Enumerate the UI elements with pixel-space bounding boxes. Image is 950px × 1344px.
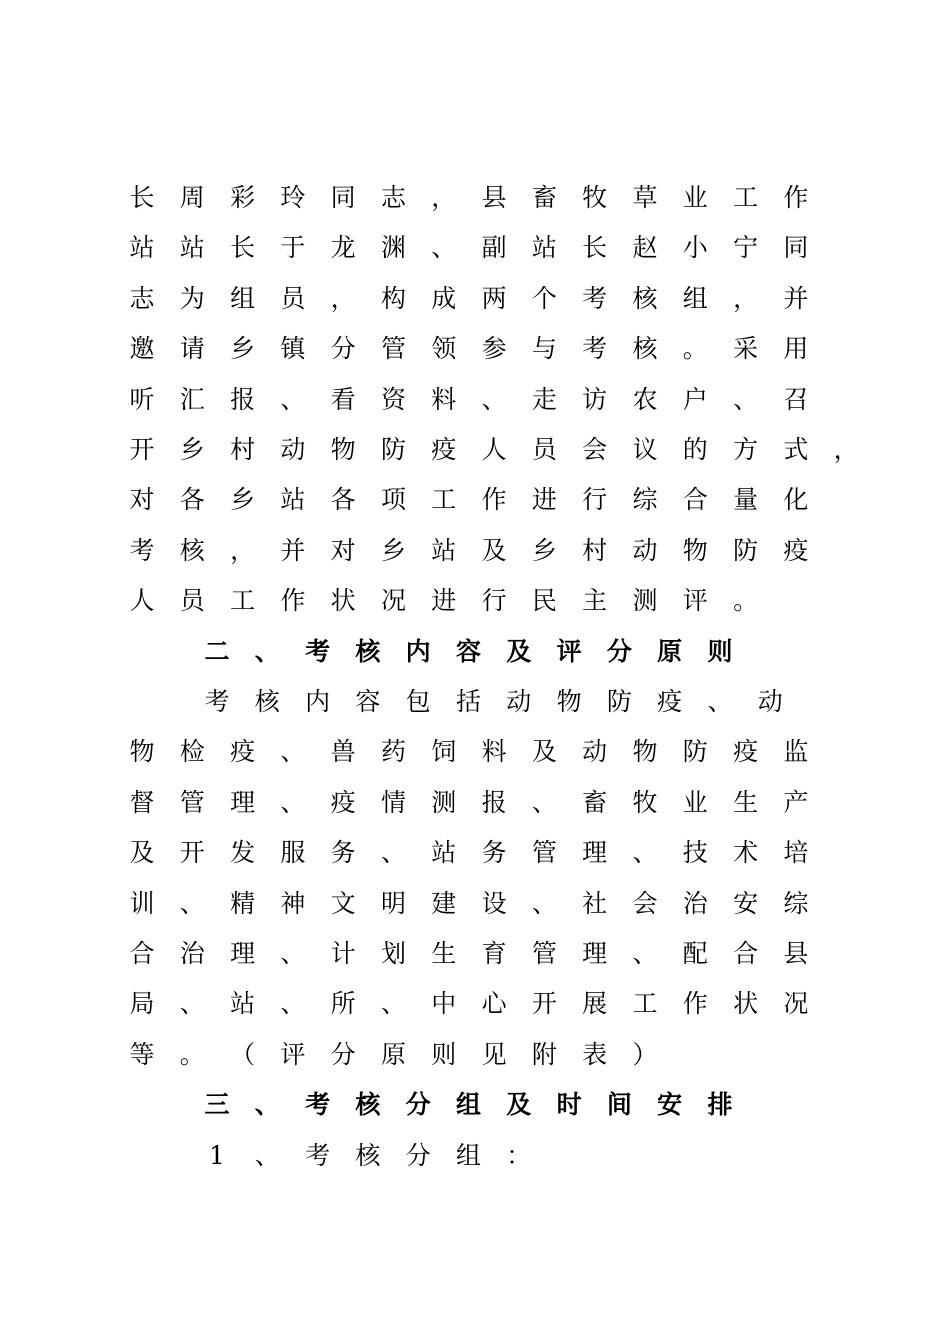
text-char: 表	[582, 1039, 608, 1069]
text-char: 况	[380, 586, 406, 616]
text-char: 项	[380, 485, 406, 515]
text-line	[0, 380, 950, 420]
text-char: 物	[129, 737, 155, 767]
text-char: ）	[632, 1039, 658, 1069]
text-char: 综	[632, 485, 658, 515]
text-char: 则	[707, 636, 733, 666]
text-char: 督	[129, 787, 155, 817]
text-char: 建	[431, 888, 457, 918]
text-char: 、	[481, 384, 507, 414]
text-char: 生	[431, 939, 457, 968]
text-char: 及	[531, 737, 557, 767]
text-char: 开	[129, 435, 155, 464]
text-line	[0, 732, 950, 772]
text-line	[0, 581, 950, 621]
text-char: 访	[582, 384, 608, 414]
text-char: 作	[481, 485, 507, 515]
text-char: 开	[179, 838, 205, 868]
text-char: 报	[481, 787, 507, 817]
text-char: 明	[380, 888, 406, 918]
text-char: 情	[380, 787, 406, 817]
text-char: 邀	[129, 334, 155, 364]
text-char: 两	[481, 283, 507, 313]
text-char: 、	[632, 939, 658, 968]
text-char: 评	[682, 586, 708, 616]
text-char: 站	[129, 233, 155, 263]
text-char: 服	[280, 838, 306, 868]
text-char: 分	[606, 636, 632, 666]
text-char: 农	[632, 384, 658, 414]
text-char: 龙	[330, 233, 356, 263]
text-char: 、	[280, 989, 306, 1019]
text-char: 进	[431, 586, 457, 616]
text-char: 发	[230, 838, 256, 868]
text-char: 及	[129, 838, 155, 868]
text-char: 物	[330, 435, 356, 464]
text-char: 物	[682, 535, 708, 565]
text-char: 药	[380, 737, 406, 767]
text-char: 牧	[582, 183, 608, 212]
text-char: 附	[531, 1039, 557, 1069]
text-line	[0, 430, 950, 470]
text-char: 同	[330, 183, 356, 212]
text-char: 监	[783, 737, 809, 767]
text-char: 分	[330, 334, 356, 364]
text-char: 育	[481, 939, 507, 968]
text-char: 宁	[733, 233, 759, 263]
text-char: 县	[783, 939, 809, 968]
text-char: 周	[179, 183, 205, 212]
text-char: 民	[531, 586, 557, 616]
text-char: 畜	[531, 183, 557, 212]
text-char: 站	[431, 838, 457, 868]
text-char: 内	[305, 687, 331, 716]
text-char: 展	[582, 989, 608, 1019]
text-char: 考	[582, 283, 608, 313]
text-char: 合	[129, 939, 155, 968]
text-char: 神	[280, 888, 306, 918]
text-char: 乡	[179, 435, 205, 464]
text-char: 领	[431, 334, 457, 364]
text-char: 组	[682, 283, 708, 313]
text-char: 志	[129, 283, 155, 313]
text-char: 理	[230, 787, 256, 817]
text-char: 人	[481, 435, 507, 464]
text-char: 及	[506, 636, 532, 666]
text-char: 考	[305, 1140, 331, 1170]
text-char: 资	[380, 384, 406, 414]
text-char: 核	[632, 334, 658, 364]
text-char: 分	[330, 1039, 356, 1069]
text-char: 对	[129, 485, 155, 515]
text-char: 安	[733, 888, 759, 918]
text-char: 及	[481, 535, 507, 565]
text-char: 疫	[330, 787, 356, 817]
text-char: 培	[783, 838, 809, 868]
text-char: 管	[531, 939, 557, 968]
text-char: 料	[431, 384, 457, 414]
text-char: 核	[254, 687, 280, 716]
text-char: 考	[305, 636, 331, 666]
text-char: 治	[682, 888, 708, 918]
text-char: 所	[330, 989, 356, 1019]
text-line	[0, 279, 950, 319]
text-char: 包	[405, 687, 431, 716]
text-char: 核	[355, 1090, 381, 1120]
text-char: 构	[380, 283, 406, 313]
text-char: 乡	[380, 535, 406, 565]
text-char: 管	[531, 838, 557, 868]
text-char: 兽	[330, 737, 356, 767]
text-char: 。	[733, 586, 759, 616]
text-char: 内	[405, 636, 431, 666]
text-char: 召	[783, 384, 809, 414]
text-char: 议	[632, 435, 658, 464]
text-char: 工	[632, 989, 658, 1019]
text-char: 同	[783, 233, 809, 263]
text-char: 长	[129, 183, 155, 212]
text-char: 中	[431, 989, 457, 1019]
text-char: 副	[481, 233, 507, 263]
text-line	[0, 984, 950, 1024]
text-char: ，	[230, 535, 256, 565]
text-char: 小	[682, 233, 708, 263]
text-char: 。	[682, 334, 708, 364]
section-heading	[0, 1085, 950, 1125]
text-char: 主	[582, 586, 608, 616]
text-char: 乡	[230, 485, 256, 515]
text-char: 二	[204, 636, 230, 666]
text-char: 乡	[531, 535, 557, 565]
text-char: 则	[431, 1039, 457, 1069]
text-char: 员	[531, 435, 557, 464]
text-char: 及	[506, 1090, 532, 1120]
text-char: 赵	[632, 233, 658, 263]
text-char: 技	[682, 838, 708, 868]
text-char: 人	[129, 586, 155, 616]
text-line	[0, 1136, 950, 1176]
text-char: 核	[179, 535, 205, 565]
text-char: 核	[632, 283, 658, 313]
text-char: 工	[431, 485, 457, 515]
text-char: 牧	[632, 787, 658, 817]
text-char: 组	[455, 1090, 481, 1120]
text-char: 。	[179, 1039, 205, 1069]
text-char: 合	[733, 939, 759, 968]
text-char: 的	[682, 435, 708, 464]
text-line	[0, 329, 950, 369]
text-char: 管	[380, 334, 406, 364]
text-char: 工	[733, 183, 759, 212]
text-char: 、	[179, 888, 205, 918]
text-char: 疫	[657, 687, 683, 716]
text-char: 并	[783, 283, 809, 313]
text-char: 动	[582, 737, 608, 767]
section-heading	[0, 632, 950, 672]
text-char: 于	[280, 233, 306, 263]
text-char: 精	[230, 888, 256, 918]
text-char: 员	[280, 283, 306, 313]
text-char: 括	[455, 687, 481, 716]
text-char: 防	[682, 737, 708, 767]
text-char: 业	[682, 183, 708, 212]
text-char: 状	[330, 586, 356, 616]
text-char: 1	[209, 1140, 225, 1170]
text-char: 彩	[230, 183, 256, 212]
text-char: 站	[179, 233, 205, 263]
text-char: 合	[682, 485, 708, 515]
text-char: 社	[582, 888, 608, 918]
text-char: 治	[179, 939, 205, 968]
text-line	[0, 783, 950, 823]
text-line	[0, 480, 950, 520]
text-char: 、	[179, 989, 205, 1019]
text-char: 并	[280, 535, 306, 565]
text-char: 、	[531, 787, 557, 817]
text-char: 物	[556, 687, 582, 716]
text-char: 听	[129, 384, 155, 414]
text-char: 动	[757, 687, 783, 716]
text-line	[0, 682, 950, 722]
text-line	[0, 531, 950, 571]
text-char: 原	[380, 1039, 406, 1069]
text-char: 作	[280, 586, 306, 616]
text-char: 乡	[230, 334, 256, 364]
text-char: 考	[582, 334, 608, 364]
text-char: 排	[707, 1090, 733, 1120]
text-line	[0, 833, 950, 873]
text-char: 请	[179, 334, 205, 364]
text-char: 采	[733, 334, 759, 364]
text-char: 动	[632, 535, 658, 565]
text-char: 草	[632, 183, 658, 212]
text-char: 行	[582, 485, 608, 515]
text-char: 长	[582, 233, 608, 263]
text-char: 村	[582, 535, 608, 565]
text-char: 考	[204, 687, 230, 716]
text-char: 划	[380, 939, 406, 968]
text-char: 产	[783, 787, 809, 817]
text-char: 渊	[380, 233, 406, 263]
text-char: 计	[330, 939, 356, 968]
text-char: 业	[682, 787, 708, 817]
text-char: 组	[230, 283, 256, 313]
text-char: ，	[330, 283, 356, 313]
text-char: 作	[783, 183, 809, 212]
text-char: ，	[733, 283, 759, 313]
text-char: 防	[733, 535, 759, 565]
text-char: 行	[481, 586, 507, 616]
text-char: 对	[330, 535, 356, 565]
text-char: 、	[254, 1140, 280, 1170]
text-char: 参	[481, 334, 507, 364]
text-char: 等	[129, 1039, 155, 1069]
text-char: 务	[330, 838, 356, 868]
text-char: 、	[280, 939, 306, 968]
text-char: 、	[733, 384, 759, 414]
text-char: 、	[380, 989, 406, 1019]
text-char: 、	[280, 737, 306, 767]
text-char: 员	[179, 586, 205, 616]
text-char: 看	[330, 384, 356, 414]
text-char: 工	[230, 586, 256, 616]
text-char: 物	[632, 737, 658, 767]
text-char: 用	[783, 334, 809, 364]
text-char: 三	[204, 1090, 230, 1120]
text-char: 、	[254, 636, 280, 666]
text-char: 理	[230, 939, 256, 968]
text-line	[0, 178, 950, 218]
text-char: 疫	[783, 535, 809, 565]
text-char: 县	[481, 183, 507, 212]
text-char: 站	[280, 485, 306, 515]
text-char: 方	[733, 435, 759, 464]
text-char: 成	[431, 283, 457, 313]
text-line	[0, 884, 950, 924]
text-char: 汇	[179, 384, 205, 414]
text-char: （	[230, 1039, 256, 1069]
text-char: 式	[783, 435, 809, 464]
text-line	[0, 934, 950, 974]
text-char: 个	[531, 283, 557, 313]
text-char: 评	[280, 1039, 306, 1069]
text-char: 设	[481, 888, 507, 918]
text-char: 疫	[431, 435, 457, 464]
text-char: 生	[733, 787, 759, 817]
text-char: 畜	[582, 787, 608, 817]
text-char: 原	[657, 636, 683, 666]
text-char: 安	[657, 1090, 683, 1120]
text-char: 户	[682, 384, 708, 414]
text-char: 化	[783, 485, 809, 515]
text-char: 防	[606, 687, 632, 716]
text-char: ，	[431, 183, 457, 212]
text-char: 测	[431, 787, 457, 817]
text-char: 各	[179, 485, 205, 515]
text-char: 综	[783, 888, 809, 918]
text-char: 核	[355, 1140, 381, 1170]
text-line	[0, 228, 950, 268]
text-char: 会	[632, 888, 658, 918]
text-char: 文	[330, 888, 356, 918]
text-char: 动	[506, 687, 532, 716]
text-char: 分	[405, 1140, 431, 1170]
text-char: 量	[733, 485, 759, 515]
text-char: 疫	[733, 737, 759, 767]
text-char: 考	[129, 535, 155, 565]
text-char: 局	[129, 989, 155, 1019]
text-char: 村	[230, 435, 256, 464]
text-char: 料	[481, 737, 507, 767]
text-char: 状	[733, 989, 759, 1019]
text-char: 为	[179, 283, 205, 313]
text-char: 测	[632, 586, 658, 616]
text-char: 况	[783, 989, 809, 1019]
text-char: 管	[179, 787, 205, 817]
text-char: 作	[682, 989, 708, 1019]
text-char: 开	[531, 989, 557, 1019]
text-line	[0, 1035, 950, 1075]
text-char: 训	[129, 888, 155, 918]
text-char: 容	[455, 636, 481, 666]
text-char: 务	[481, 838, 507, 868]
text-char: 间	[606, 1090, 632, 1120]
text-char: 检	[179, 737, 205, 767]
text-char: 镇	[280, 334, 306, 364]
text-char: 长	[230, 233, 256, 263]
text-char: 心	[481, 989, 507, 1019]
text-char: 站	[431, 535, 457, 565]
text-char: 分	[405, 1090, 431, 1120]
text-char: 评	[556, 636, 582, 666]
text-char: 、	[380, 838, 406, 868]
text-char: 、	[632, 838, 658, 868]
text-char: 站	[230, 989, 256, 1019]
text-char: 配	[682, 939, 708, 968]
text-char: 考	[305, 1090, 331, 1120]
text-char: 、	[707, 687, 733, 716]
text-char: 理	[582, 939, 608, 968]
text-char: 玲	[280, 183, 306, 212]
text-char: 进	[531, 485, 557, 515]
text-char: 动	[280, 435, 306, 464]
text-char: 、	[280, 384, 306, 414]
text-char: 报	[230, 384, 256, 414]
text-char: 会	[582, 435, 608, 464]
text-char: 与	[531, 334, 557, 364]
text-char: 疫	[230, 737, 256, 767]
text-char: 饲	[431, 737, 457, 767]
text-char: ，	[833, 435, 859, 464]
text-char: 防	[380, 435, 406, 464]
text-char: 、	[531, 888, 557, 918]
text-char: 走	[531, 384, 557, 414]
text-char: 志	[380, 183, 406, 212]
text-char: 核	[355, 636, 381, 666]
text-char: 容	[355, 687, 381, 716]
text-char: 时	[556, 1090, 582, 1120]
text-char: 组	[455, 1140, 481, 1170]
text-char: 、	[280, 787, 306, 817]
text-char: 见	[481, 1039, 507, 1069]
text-char: 、	[431, 233, 457, 263]
text-char: 术	[733, 838, 759, 868]
text-char: 理	[582, 838, 608, 868]
text-char: ：	[506, 1140, 532, 1170]
text-char: 站	[531, 233, 557, 263]
text-char: 各	[330, 485, 356, 515]
text-char: 、	[254, 1090, 280, 1120]
